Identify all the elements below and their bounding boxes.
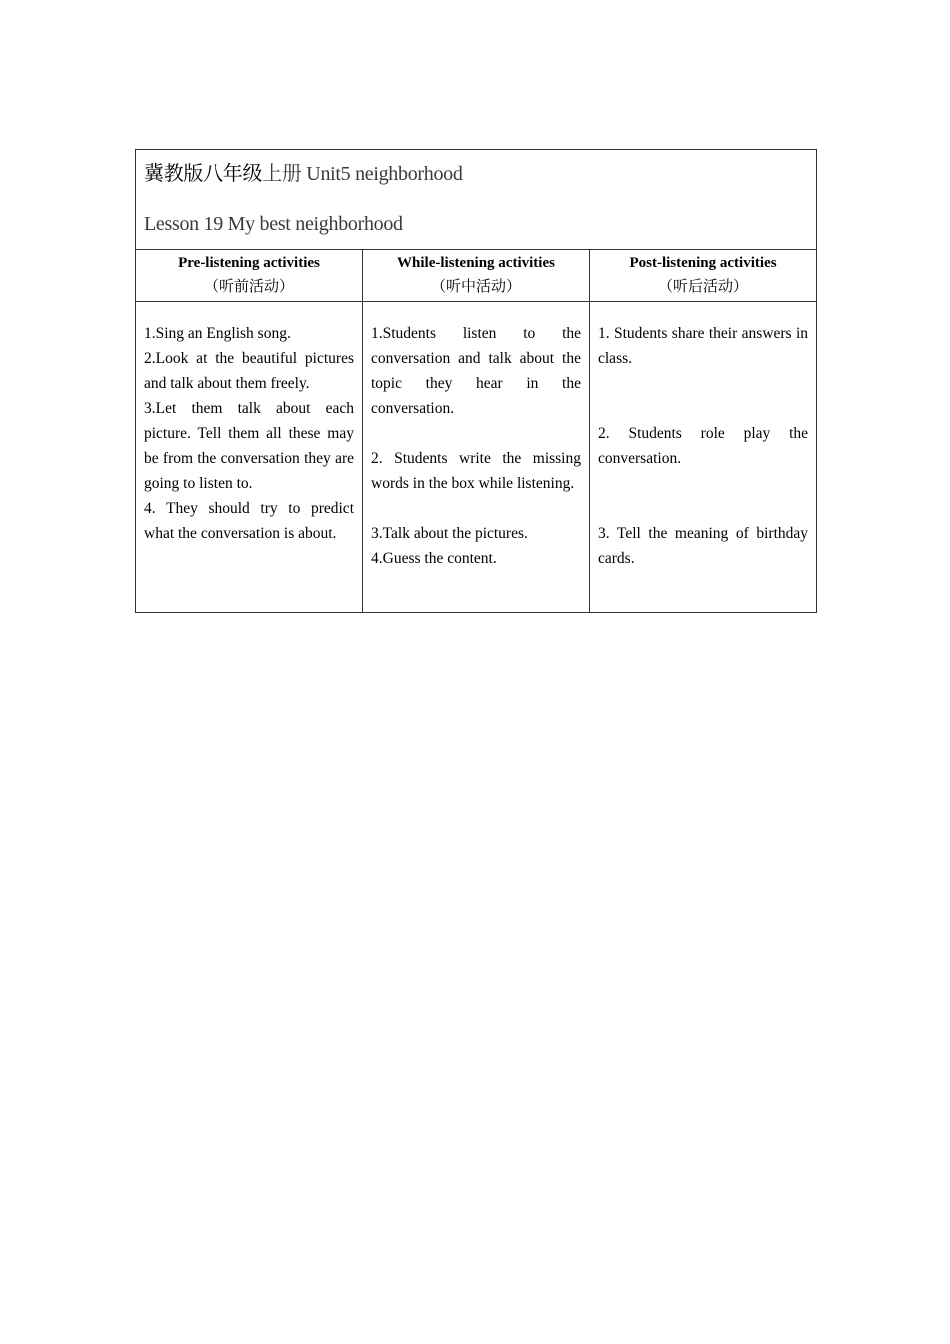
column-header-cn: （听后活动） — [658, 279, 749, 295]
column-header-while — [363, 250, 590, 302]
list-item: 3.Talk about the pictures. — [371, 525, 528, 542]
list-item: 1.Sing an English song. — [144, 325, 291, 342]
column-header-post — [590, 250, 817, 302]
column-header-label: Post-listening activities — [629, 255, 777, 271]
post-listening-cell — [590, 302, 817, 613]
column-header-cn: （听前活动） — [203, 279, 294, 295]
column-header-label: While-listening activities — [397, 255, 555, 271]
list-item: 2. Students write the missing words in the box while listening. — [371, 450, 581, 492]
list-item: 3.Let them talk about each picture. Tell them all these may be from the conversation they are going to listen to. — [144, 400, 354, 492]
column-header-label: Pre-listening activities — [178, 255, 320, 271]
list-item: 2. Students role play the conversation. — [598, 425, 809, 467]
list-item: 3. Tell the meaning of birthday cards. — [598, 525, 809, 567]
while-listening-cell — [363, 302, 590, 613]
list-item: 4. They should try to predict what the conversation is about. — [144, 500, 354, 542]
title-row — [136, 150, 817, 250]
list-item: 1.Students listen to the conversation and talk about the topic they hear in the conversation. — [371, 325, 581, 417]
lesson-plan-table — [135, 149, 817, 613]
pre-listening-cell — [136, 302, 363, 613]
unit-title: 冀教版八年级上册 Unit5 neighborhood — [144, 163, 463, 185]
body-row — [136, 302, 817, 613]
title-cell — [136, 150, 817, 250]
lesson-title: Lesson 19 My best neighborhood — [144, 213, 403, 235]
list-item: 2.Look at the beautiful pictures and talk about them freely. — [144, 350, 354, 392]
header-row — [136, 250, 817, 302]
column-header-pre — [136, 250, 363, 302]
column-header-cn: （听中活动） — [430, 279, 521, 295]
list-item: 1. Students share their answers in class. — [598, 325, 809, 367]
list-item: 4.Guess the content. — [371, 550, 497, 567]
